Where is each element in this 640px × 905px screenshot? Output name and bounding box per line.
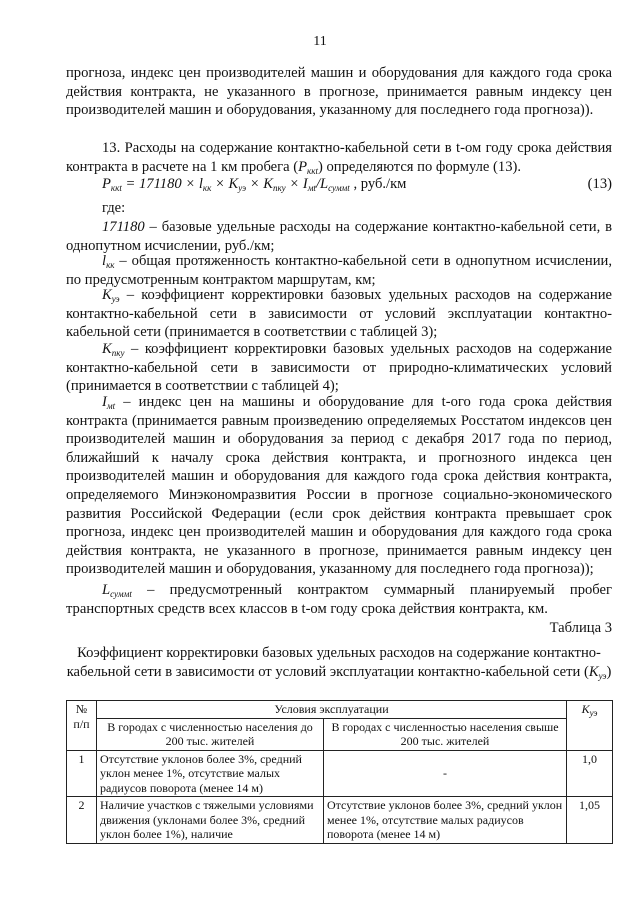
where-label: где: [102, 200, 126, 216]
row-large-cities: Отсутствие уклонов более 3%, средний уклон менее 1%, отсутствие малых радиусов поворота (менее 14 м) [324, 797, 567, 844]
header-conditions: Условия эксплуатации [97, 701, 567, 719]
formula-13: $P_{ккt} = 171180 \times l_{кк} \times K_{уэ} \times K_{пку} \times I_{мt}/L_{суммt}$ , руб./км [102, 176, 407, 193]
definition-171180: 171180 – базовые удельные расходы на содержание контактно-кабельной сети, в однопутном исчислении, руб./км; [66, 219, 612, 254]
row-large-cities: - [324, 750, 567, 797]
paragraph-item-13: 13. Расходы на содержание контактно-кабельной сети в t-ом году срока действия контракта в расчете на 1 км пробега $(P_{ккt})$ определяются по формуле (13). [66, 140, 612, 176]
formula-number: (13) [587, 176, 612, 192]
definition-kpku: $K_{пку}$ – коэффициент корректировки базовых удельных расходов на содержание контактно-кабельной сети в зависимости от природно-климатических условий (принимается в соответствии с таблицей 4); [66, 341, 612, 395]
header-coefficient: $K_{уэ}$ [567, 701, 613, 751]
table-title: Коэффициент корректировки базовых удельных расходов на содержание контактно-кабельной сети в зависимости от условий эксплуатации контактно-кабельной сети $(K_{уэ})$ [66, 645, 612, 681]
definition-imt: $I_{мt}$ – индекс цен на машины и оборудование для t-ого года срока действия контракта (принимается равным произведению определяемых Росстатом индексов цен производителей машин и оборудования за период с декабря 2017 года по период, ближайший к началу срока действия контракта, и прогнозного индекса цен производителей машин и оборудования для каждого года срока действия контракта, определяемого Минэкономразвития России в прогнозе социально-экономического развития Российской Федерации (если срок действия контракта превышает срок прогноза, индекс цен производителей машин и оборудования для каждого года срока действия контракта, не указанного в прогнозе, принимается равным индексу цен производителей машин и оборудования, указанному для последнего года прогноза)); [66, 394, 612, 578]
row-number: 2 [67, 797, 97, 844]
header-small-cities: В городах с численностью населения до 200 тыс. жителей [97, 718, 324, 750]
paragraph-continuation: прогноза, индекс цен производителей машин и оборудования для каждого года срока действия контракта, не указанного в прогнозе, принимается равным индексу цен производителей машин и оборудования, указанному для последнего года прогноза)). [66, 65, 612, 119]
row-small-cities: Отсутствие уклонов более 3%, средний уклон менее 1%, отсутствие малых радиусов поворота (менее 14 м) [97, 750, 324, 797]
definition-lsumm: $L_{суммt}$ – предусмотренный контрактом суммарный планируемый пробег транспортных средств всех классов в t-ом году срока действия контракта, км. [66, 582, 612, 617]
table-row [67, 750, 613, 797]
page-number: 11 [313, 34, 327, 49]
header-large-cities: В городах с численностью населения свыше 200 тыс. жителей [324, 718, 567, 750]
definition-kue: $K_{уэ}$ – коэффициент корректировки базовых удельных расходов на содержание контактно-кабельной сети в зависимости от условий эксплуатации контактно-кабельной сети (принимается в соответствии с таблицей 3); [66, 287, 612, 341]
table-3 [66, 700, 613, 844]
definition-lkk: $l_{кк}$ – общая протяженность контактно-кабельной сети в однопутном исчислении, по предусмотренным контрактом маршрутам, км; [66, 253, 612, 288]
table-subheader-row [67, 718, 613, 750]
row-coefficient: 1,05 [567, 797, 613, 844]
row-small-cities: Наличие участков с тяжелыми условиями движения (уклонами более 3%, средний уклон более 1%), наличие [97, 797, 324, 844]
table-row [67, 797, 613, 844]
row-coefficient: 1,0 [567, 750, 613, 797]
table-label: Таблица 3 [549, 620, 612, 636]
row-number: 1 [67, 750, 97, 797]
table-header-row [67, 701, 613, 719]
header-number: № п/п [67, 701, 97, 751]
